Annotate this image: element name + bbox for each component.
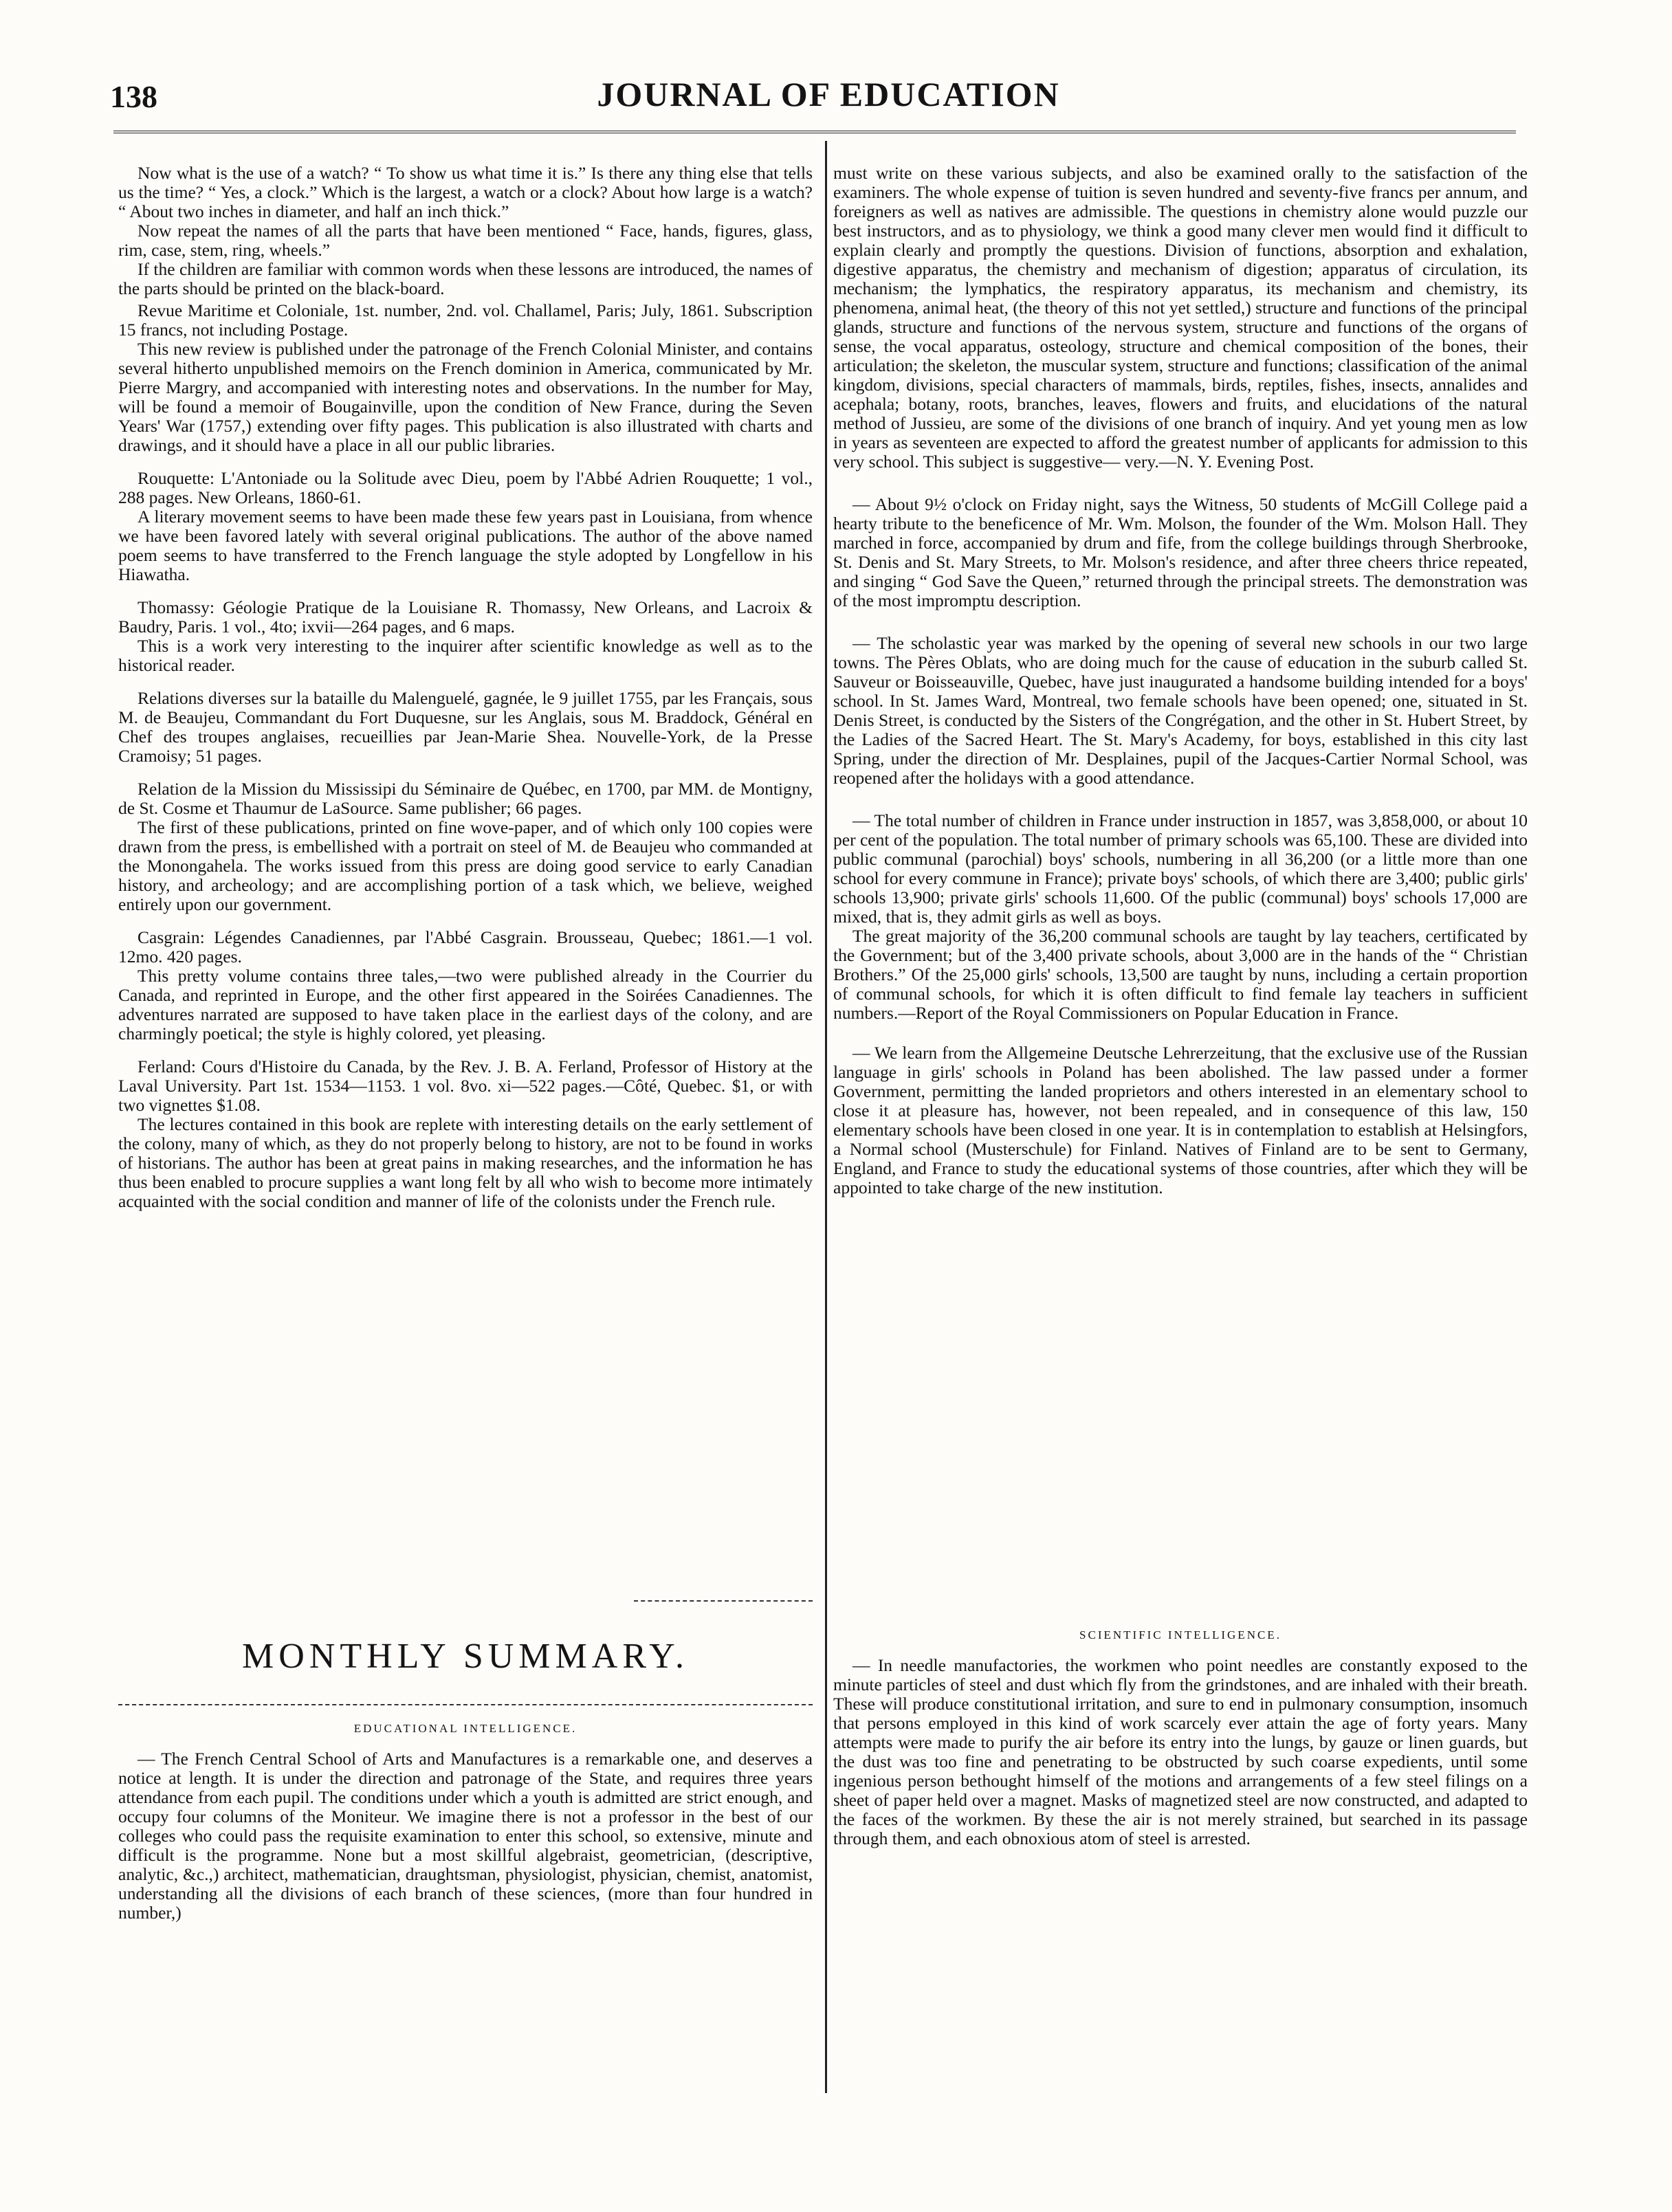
book-description: This new review is published under the patronage of the French Colonial Minister, and contains several hitherto unpublished memoirs on the French dominion in America, communicated by Mr. Pierre Margry, and accompanied with interesting notes and observations. In the number for May, will be found a memoir of Bougainville, upon the condition of New France, during the Seven Years' War (1757,) extending over fifty pages. This publication is also illustrated with charts and drawings, and it should have a place in all our public libraries.: [118, 339, 813, 455]
book-citation: Revue Maritime et Coloniale, 1st. number, 2nd. vol. Challamel, Paris; July, 1861. Subscription 15 francs, not including Postage.: [118, 300, 813, 340]
news-paragraph: — About 9½ o'clock on Friday night, says the Witness, 50 students of McGill College paid a hearty tribute to the beneficence of Mr. Wm. Molson, the founder of the Wm. Molson Hall. They marched in force, accompanied by drum and fife, from the college buildings through Sherbrooke, St. Denis and St. Mary Streets, to Mr. Molson's residence, and after three cheers thrice repeated, and singing “ God Save the Queen,” returned through the principal streets. The demonstration was of the most impromptu description.: [833, 494, 1528, 610]
educational-intelligence-heading: EDUCATIONAL INTELLIGENCE.: [353, 1722, 578, 1735]
right-column: [833, 164, 1528, 1221]
ornament-rule: [634, 1600, 813, 1602]
monthly-summary: [118, 1588, 813, 1923]
book-entry: [118, 779, 813, 914]
book-entry: [118, 469, 813, 584]
book-entry: [118, 598, 813, 675]
book-citation: Relation de la Mission du Mississipi du Séminaire de Québec, en 1700, par MM. de Montigny, de St. Cosme et Thaumur de LaSource. Same publisher; 66 pages.: [118, 779, 813, 818]
column-divider: [825, 141, 827, 2093]
left-column: [118, 164, 813, 1225]
book-citation: Casgrain: Légendes Canadiennes, par l'Abbé Casgrain. Brousseau, Quebec; 1861.—1 vol. 12mo. 420 pages.: [118, 927, 813, 966]
book-citation: Relations diverses sur la bataille du Malenguelé, gagnée, le 9 juillet 1755, par les Français, sous M. de Beaujeu, Commandant du Fort Duquesne, sur les Anglais, sous M. Braddock, Général en Chef des troupes anglaises, recueillies par Jean-Marie Shea. Nouvelle-York, de la Presse Cramoisy; 51 pages.: [118, 688, 813, 766]
scientific-intelligence-heading: SCIENTIFIC INTELLIGENCE.: [1079, 1628, 1282, 1641]
news-paragraph: — The scholastic year was marked by the opening of several new schools in our two large towns. The Pères Oblats, who are doing much for the cause of education in the suburb called St. Sauveur or Boisseauville, Quebec, have just inaugurated a handsome building intended for a boys' school. In St. James Ward, Montreal, two female schools have been opened; one, situated in St. Denis Street, is conducted by the Sisters of the Congrégation, and the other in St. Hubert Street, by the Ladies of the Sacred Heart. The St. Mary's Academy, for boys, established in this city last Spring, under the direction of Mr. Desplaines, pupil of the Jacques-Cartier Normal School, was reopened after the holidays with a good attendance.: [833, 633, 1528, 788]
scientific-intelligence: [833, 1612, 1528, 1848]
book-entry: [118, 1057, 813, 1211]
news-paragraph: The great majority of the 36,200 communal schools are taught by lay teachers, certificated by the Government; but of the 3,400 private schools, about 3,000 are in the hands of the “ Christian Brothers.” Of the 25,000 girls' schools, 13,500 are taught by nuns, including a certain proportion of communal schools, for which it is often difficult to find female lay teachers in sufficient numbers.—Report of the Royal Commissioners on Popular Education in France.: [833, 926, 1528, 1023]
news-item: [833, 1043, 1528, 1197]
book-description: The lectures contained in this book are replete with interesting details on the early settlement of the colony, many of which, as they do not properly belong to history, are not to be found in works of historians. The author has been at great pains in making researches, and the information he has thus been enabled to procure supplies a want long felt by all who wish to become more intimately acquainted with the social condition and manner of life of the colonists under the French rule.: [118, 1114, 813, 1211]
educational-text: [118, 1749, 813, 1923]
book-citation: Ferland: Cours d'Histoire du Canada, by the Rev. J. B. A. Ferland, Professor of History at the Laval University. Part 1st. 1534—1153. 1 vol. 8vo. xi—522 pages.—Côté, Quebec. $1, or with two vignettes $1.08.: [118, 1057, 813, 1115]
book-citation: Rouquette: L'Antoniade ou la Solitude avec Dieu, poem by l'Abbé Adrien Rouquette; 1 vol., 288 pages. New Orleans, 1860-61.: [118, 468, 813, 507]
book-entry: [118, 928, 813, 1043]
book-description: The first of these publications, printed on fine wove-paper, and of which only 100 copies were drawn from the press, is embellished with a portrait on steel of M. de Beaujeu who commanded at the Monongahela. The works issued from this press are doing good service to early Canadian history, and archeology; and are accomplishing portion of a task which, we believe, weighed entirely upon our government.: [118, 817, 813, 914]
news-item: [833, 495, 1528, 610]
running-title: JOURNAL OF EDUCATION: [597, 75, 1060, 113]
book-description: This pretty volume contains three tales,—two were published already in the Courrier du Canada, and reprinted in Europe, and the other first appeared in the Soirées Canadiennes. The adventures narrated are supposed to have taken place in the earliest days of the colony, and are charmingly poetical; the style is highly colored, yet pleasing.: [118, 966, 813, 1043]
intro-paragraph: If the children are familiar with common words when these lessons are introduced, the names of the parts should be printed on the black-board.: [118, 259, 813, 298]
news-paragraph: — The total number of children in France under instruction in 1857, was 3,858,000, or about 10 per cent of the population. The total number of primary schools was 65,100. These are divided into public communal (parochial) boys' schools, numbering in all 36,200 (or a little more than one school for every commune in France); private boys' schools, of which there are 3,400; public girls' schools 13,900; private girls' schools 11,600. Of the public (communal) boys' schools 17,000 are mixed, that is, they admit girls as well as boys.: [833, 810, 1528, 927]
news-paragraph: — We learn from the Allgemeine Deutsche Lehrerzeitung, that the exclusive use of the Russian language in girls' schools in Poland has been abolished. The law passed under a former Government, permitting the landed proprietors and others interested in an elementary school to close it at pleasure has, however, not been repealed, and in consequence of this law, 150 elementary schools have been closed in one year. It is in contemplation to establish at Helsingfors, a Normal school (Musterschule) for Finland. Natives of Finland are to be sent to Germany, England, and France to study the educational systems of those countries, after which they will be appointed to take charge of the new institution.: [833, 1043, 1528, 1197]
header-rule: [113, 131, 1516, 133]
intro-paragraph: Now what is the use of a watch? “ To show us what time it is.” Is there any thing else that tells us the time? “ Yes, a clock.” Which is the largest, a watch or a clock? About how large is a watch? “ About two inches in diameter, and half an inch thick.”: [118, 163, 813, 221]
page-header: [110, 74, 1547, 122]
book-description: This is a work very interesting to the inquirer after scientific knowledge as well as to the historical reader.: [118, 636, 813, 675]
news-paragraph: must write on these various subjects, and also be examined orally to the satisfaction of the examiners. The whole expense of tuition is seven hundred and seventy-five francs per annum, and foreigners as well as natives are admissible. The questions in chemistry alone would puzzle our best instructors, and as to physiology, we think a good many clever men would find it difficult to explain clearly and promptly the questions. Division of functions, absorption and exhalation, digestive apparatus, the chemistry and mechanism of digestion; apparatus of circulation, its mechanism; the lymphatics, the respiratory apparatus, its mechanism and chemistry, its phenomena, animal heat, (the theory of this not yet settled,) structure and functions of the principal glands, structure and functions of the nervous system, structure and functions of the organs of sense, the vocal apparatus, osteology, structure and chemical composition of the bones, their articulation; the skeleton, the muscular system, structure and functions; classification of the animal kingdom, divisions, special characters of mammals, birds, reptiles, fishes, insects, annalides and acephala; botany, roots, branches, leaves, flowers and fruits, and elucidations of the natural method of Jussieu, are some of the divisions of one branch of inquiry. And yet young men as low in years as seventeen are expected to afford the greatest number of applicants for admission to this very school. This subject is suggestive— very.—N. Y. Evening Post.: [833, 163, 1528, 472]
scientific-text: [833, 1656, 1528, 1848]
book-entry: [118, 689, 813, 766]
book-citation: Thomassy: Géologie Pratique de la Louisiane R. Thomassy, New Orleans, and Lacroix & Baudry, Paris. 1 vol., 4to; ixvii—264 pages, and 6 maps.: [118, 597, 813, 637]
news-item: [833, 164, 1528, 472]
news-item: [833, 634, 1528, 788]
intro-paragraph: Now repeat the names of all the parts that have been mentioned “ Face, hands, figures, glass, rim, case, stem, ring, wheels.”: [118, 221, 813, 260]
section-title: MONTHLY SUMMARY.: [241, 1637, 689, 1676]
book-description: A literary movement seems to have been made these few years past in Louisiana, from whence we have been favored lately with several original publications. The author of the above named poem seems to have transferred to the French language the style adopted by Longfellow in his Hiawatha.: [118, 507, 813, 584]
news-paragraph: — The French Central School of Arts and Manufactures is a remarkable one, and deserves a notice at length. It is under the direction and patronage of the State, and requires three years attendance from each pupil. The conditions under which a youth is admitted are strict enough, and occupy four columns of the Moniteur. We imagine there is not a professor in the best of our colleges who could pass the requisite examination to enter this school, so extensive, minute and difficult is the programme. None but a most skillful algebraist, geometrician, (descriptive, analytic, &c.,) architect, mathematician, draughtsman, physiologist, physician, chemist, anatomist, understanding all the divisions of each branch of these sciences, (more than four hundred in number,): [118, 1749, 813, 1923]
news-item: [833, 811, 1528, 1023]
page-number: 138: [110, 79, 157, 114]
news-paragraph: — In needle manufactories, the workmen who point needles are constantly exposed to the minute particles of steel and dust which fly from the grindstones, and are inhaled with their breath. These will produce constitutional irritation, and sure to end in pulmonary consumption, insomuch that persons employed in this kind of work scarcely ever attain the age of forty years. Many attempts were made to purify the air before its entry into the lungs, by gauze or linen guards, but the dust was too fine and penetrating to be obstructed by such coarse expedients, until some ingenious person bethought himself of the motions and arrangements of a few steel filings on a sheet of paper held over a magnet. Masks of magnetized steel are now constructed, and adapted to the faces of the workmen. By these the air is not merely strained, but searched in its passage through them, and each obnoxious atom of steel is arrested.: [833, 1655, 1528, 1848]
book-entry: [118, 301, 813, 455]
ornament-rule: [118, 1704, 813, 1705]
